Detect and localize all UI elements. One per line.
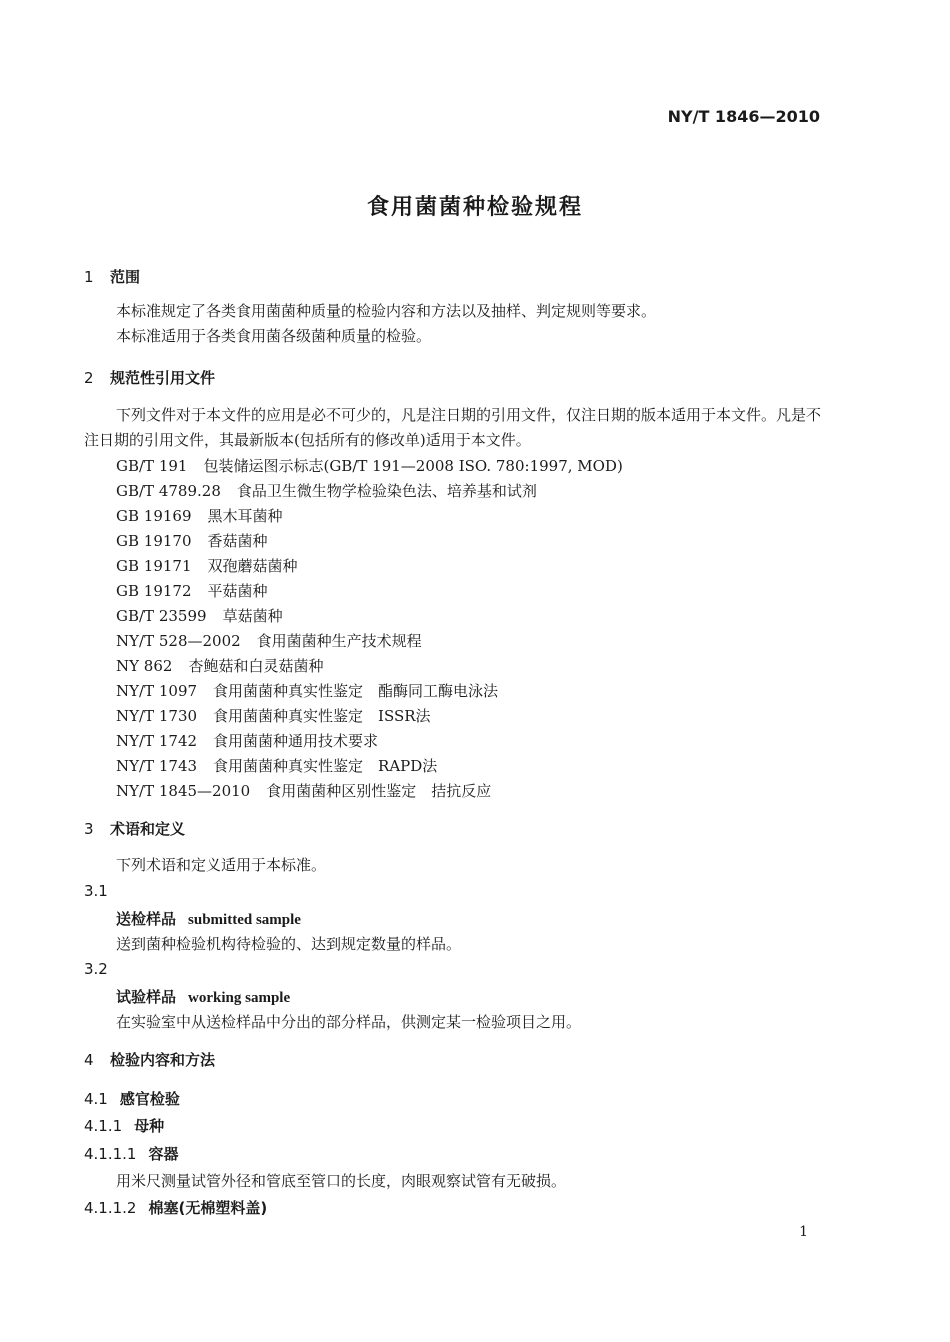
- subsection-title: 母种: [134, 1117, 165, 1135]
- reference-code: GB/T 4789.28: [116, 482, 221, 500]
- reference-code: GB 19170: [116, 532, 192, 550]
- reference-item: [116, 780, 491, 801]
- term-definition: 送到菌种检验机构待检验的、达到规定数量的样品。: [116, 935, 462, 953]
- reference-title: 食用菌菌种真实性鉴定 RAPD法: [213, 757, 438, 775]
- section-title: 范围: [110, 268, 141, 286]
- term-heading: [116, 986, 290, 1007]
- reference-code: NY/T 1742: [116, 732, 198, 750]
- term-number: 3.1: [84, 882, 108, 900]
- subsection-number: 4.1.1: [84, 1117, 123, 1135]
- page-number: 1: [799, 1224, 808, 1240]
- subsection-number: 4.1: [84, 1090, 108, 1108]
- section-1-heading: [84, 266, 140, 287]
- term-english: submitted sample: [188, 912, 301, 928]
- section-title: 检验内容和方法: [110, 1051, 216, 1069]
- reference-item: [116, 480, 537, 501]
- reference-code: GB/T 23599: [116, 607, 207, 625]
- section-title: 术语和定义: [110, 820, 186, 838]
- reference-item: [116, 605, 283, 626]
- section-number: 2: [84, 369, 94, 387]
- reference-item: [116, 655, 323, 676]
- scope-paragraph-2: 本标准适用于各类食用菌各级菌种质量的检验。: [116, 327, 432, 345]
- section-number: 3: [84, 820, 94, 838]
- reference-title: 平菇菌种: [207, 582, 268, 600]
- reference-code: NY/T 1097: [116, 682, 198, 700]
- container-inspection-text: 用米尺测量试管外径和管底至管口的长度，肉眼观察试管有无破损。: [116, 1172, 567, 1190]
- subsection-heading: [84, 1197, 267, 1218]
- term-heading: [116, 908, 301, 929]
- reference-title: 杏鲍菇和白灵菇菌种: [188, 657, 324, 675]
- subsection-number: 4.1.1.1: [84, 1145, 137, 1163]
- subsection-title: 感官检验: [119, 1090, 180, 1108]
- reference-title: 双孢蘑菇菌种: [207, 557, 298, 575]
- term-english: working sample: [188, 990, 291, 1006]
- subsection-title: 棉塞(无棉塑料盖): [148, 1199, 268, 1217]
- subsection-title: 容器: [148, 1145, 179, 1163]
- section-4-heading: [84, 1049, 215, 1070]
- standard-number: NY/T 1846—2010: [667, 107, 820, 126]
- reference-code: GB/T 191: [116, 457, 188, 475]
- section-number: 4: [84, 1051, 94, 1069]
- reference-item: [116, 755, 437, 776]
- reference-title: 包装储运图示标志(GB/T 191—2008 ISO. 780:1997, MOD): [203, 457, 623, 475]
- reference-title: 食用菌菌种区别性鉴定 拮抗反应: [266, 782, 492, 800]
- reference-item: [116, 555, 298, 576]
- section-3-heading: [84, 818, 185, 839]
- reference-code: NY 862: [116, 657, 173, 675]
- term-definition: 在实验室中从送检样品中分出的部分样品，供测定某一检验项目之用。: [116, 1013, 582, 1031]
- reference-title: 黑木耳菌种: [207, 507, 283, 525]
- reference-code: NY/T 528—2002: [116, 632, 241, 650]
- reference-item: [116, 580, 268, 601]
- normative-intro-paragraph: 下列文件对于本文件的应用是必不可少的，凡是注日期的引用文件，仅注日期的版本适用于本文件。凡是不注日期的引用文件，其最新版本(包括所有的修改单)适用于本文件。: [84, 406, 822, 449]
- reference-title: 食用菌菌种生产技术规程: [256, 632, 422, 650]
- reference-item: [116, 455, 623, 476]
- subsection-number: 4.1.1.2: [84, 1199, 137, 1217]
- reference-code: GB 19169: [116, 507, 192, 525]
- term-number: 3.2: [84, 960, 108, 978]
- reference-title: 食用菌菌种真实性鉴定 酯酶同工酶电泳法: [213, 682, 499, 700]
- subsection-heading: [84, 1143, 179, 1164]
- reference-item: [116, 505, 283, 526]
- reference-item: [116, 630, 422, 651]
- reference-title: 食品卫生微生物学检验染色法、培养基和试剂: [236, 482, 537, 500]
- reference-code: NY/T 1845—2010: [116, 782, 251, 800]
- terms-intro: 下列术语和定义适用于本标准。: [116, 856, 327, 874]
- document-title: 食用菌菌种检验规程: [366, 195, 583, 220]
- section-2-heading: [84, 367, 215, 388]
- scope-paragraph-1: 本标准规定了各类食用菌菌种质量的检验内容和方法以及抽样、判定规则等要求。: [116, 302, 657, 320]
- reference-code: NY/T 1730: [116, 707, 198, 725]
- reference-item: [116, 705, 431, 726]
- term-chinese: 试验样品: [116, 988, 177, 1006]
- subsection-heading: [84, 1115, 164, 1136]
- reference-title: 食用菌菌种真实性鉴定 ISSR法: [213, 707, 431, 725]
- reference-title: 香菇菌种: [207, 532, 268, 550]
- subsection-heading: [84, 1088, 180, 1109]
- reference-title: 草菇菌种: [222, 607, 283, 625]
- term-chinese: 送检样品: [116, 910, 177, 928]
- reference-item: [116, 730, 378, 751]
- reference-item: [116, 530, 268, 551]
- section-title: 规范性引用文件: [110, 369, 216, 387]
- reference-code: GB 19172: [116, 582, 192, 600]
- reference-title: 食用菌菌种通用技术要求: [213, 732, 379, 750]
- section-number: 1: [84, 268, 94, 286]
- reference-item: [116, 680, 498, 701]
- reference-code: NY/T 1743: [116, 757, 198, 775]
- reference-code: GB 19171: [116, 557, 192, 575]
